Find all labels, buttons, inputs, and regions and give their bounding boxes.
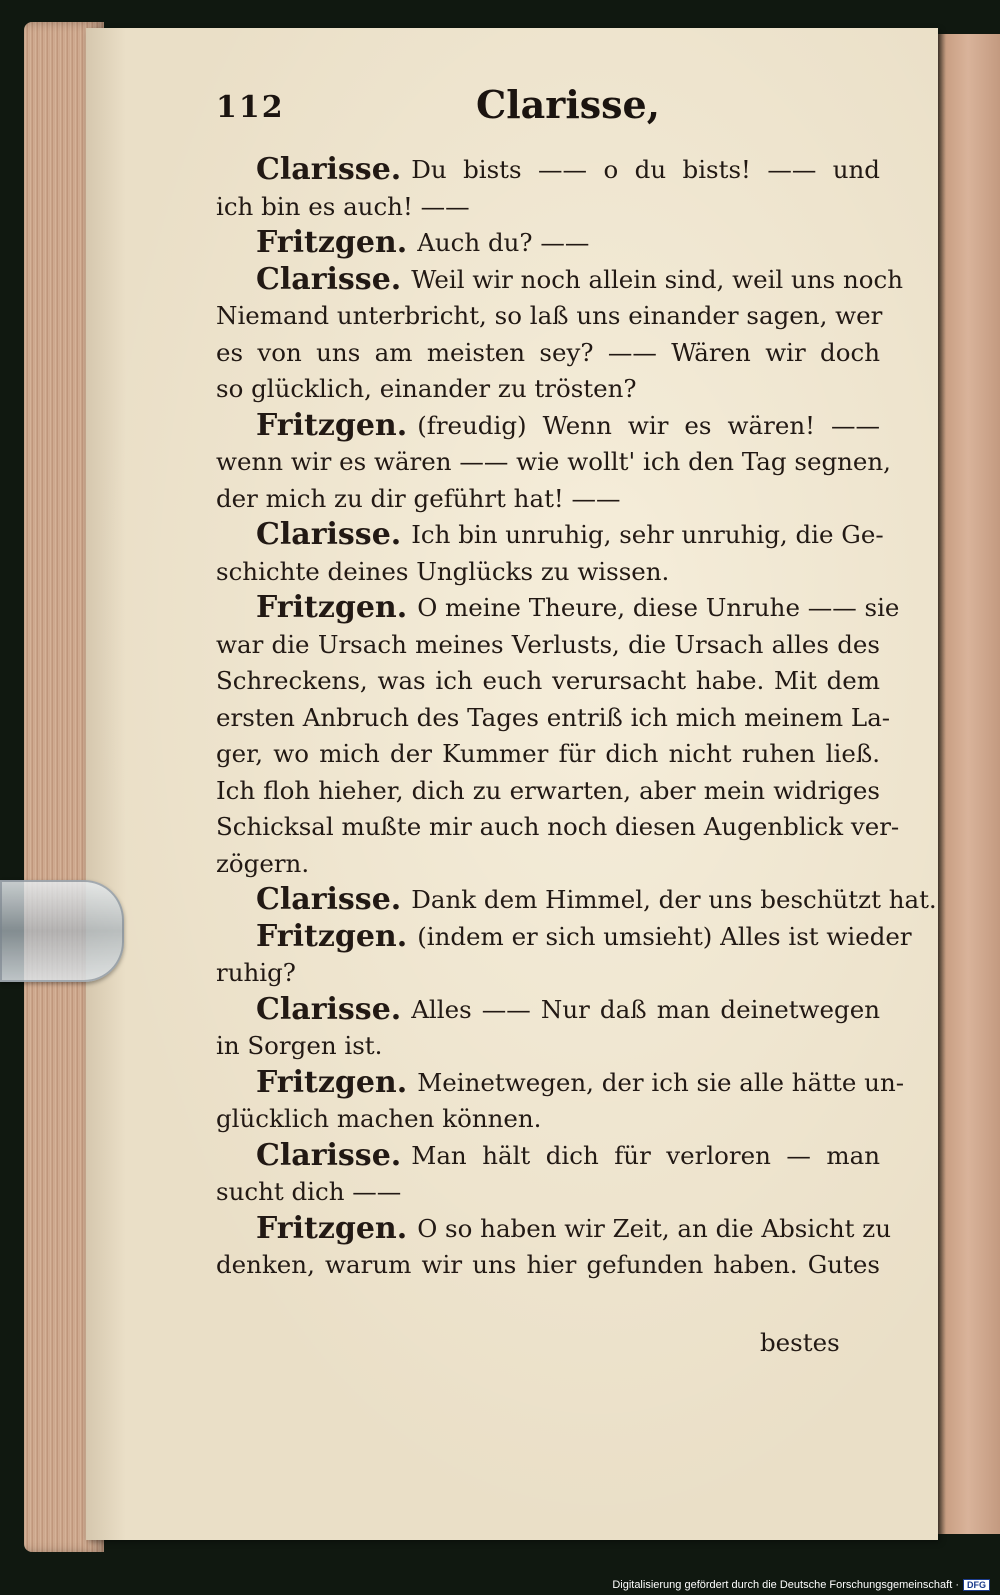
line-text: ersten Anbruch des Tages entriß ich mich meinem La- xyxy=(216,702,891,732)
line-text: O so haben wir Zeit, an die Absicht zu xyxy=(417,1213,891,1243)
text-line xyxy=(216,882,937,919)
line-text: Schreckens, was ich euch verursacht habe. Mit dem xyxy=(216,666,880,695)
line-text: schichte deines Unglücks zu wissen. xyxy=(216,556,670,586)
text-line xyxy=(216,1028,880,1065)
text-line xyxy=(216,189,880,226)
line-text: Weil wir noch allein sind, weil uns noch xyxy=(411,264,904,294)
speaker-name: Fritzgen. xyxy=(256,918,408,954)
text-line xyxy=(216,1210,891,1248)
text-line xyxy=(216,371,880,408)
line-text: der mich zu dir geführt hat! —— xyxy=(216,483,621,513)
line-text: war die Ursach meines Verlusts, die Ursach alles des xyxy=(216,629,880,659)
line-text: zögern. xyxy=(216,848,310,878)
text-line xyxy=(216,846,880,883)
text-line xyxy=(216,1064,905,1102)
line-text: wenn wir es wären —— wie wollt' ich den Tag segnen, xyxy=(216,447,891,476)
line-text: denken, warum wir uns hier gefunden haben. Gutes xyxy=(216,1250,880,1279)
speaker-name: Clarisse. xyxy=(256,517,402,552)
line-text: ger, wo mich der Kummer für dich nicht ruhen ließ. xyxy=(216,739,880,768)
text-line xyxy=(216,408,880,445)
text-line xyxy=(216,444,891,481)
page-clip xyxy=(0,880,124,982)
text-line xyxy=(216,261,904,299)
speaker-name: Clarisse. xyxy=(256,152,402,187)
speaker-name: Clarisse. xyxy=(256,261,402,297)
page-header xyxy=(216,82,876,142)
text-line xyxy=(216,1174,880,1211)
speaker-name: Clarisse. xyxy=(256,991,402,1027)
line-text: ich bin es auch! —— xyxy=(216,191,470,221)
line-text: Meinetwegen, der ich sie alle hätte un- xyxy=(417,1067,905,1097)
running-title: Clarisse, xyxy=(476,82,660,127)
line-text: O meine Theure, diese Unruhe —— sie xyxy=(417,593,900,622)
text-line xyxy=(216,225,880,262)
text-line xyxy=(216,918,912,956)
text-line xyxy=(216,152,880,189)
text-line xyxy=(216,554,880,591)
text-line xyxy=(216,773,880,810)
page-number: 112 xyxy=(216,90,285,125)
text-line xyxy=(216,700,891,737)
speaker-name: Fritzgen. xyxy=(256,225,408,260)
line-text: Schicksal mußte mir auch noch diesen Augenblick ver- xyxy=(216,812,900,841)
text-line xyxy=(216,627,880,664)
facing-page-edge xyxy=(938,34,1000,1534)
line-text: Niemand unterbricht, so laß uns einander sagen, wer xyxy=(216,301,883,330)
text-line xyxy=(216,517,884,554)
line-text: glücklich machen können. xyxy=(216,1104,542,1133)
line-text: ruhig? xyxy=(216,958,296,987)
line-text: es von uns am meisten sey? —— Wären wir doch xyxy=(216,337,880,367)
text-line xyxy=(216,298,883,335)
line-text: Man hält dich für verloren — man xyxy=(411,1140,880,1170)
line-text: Auch du? —— xyxy=(417,228,590,257)
credit-text: Digitalisierung gefördert durch die Deutsche Forschungsgemeinschaft · xyxy=(612,1579,959,1591)
speaker-name: Fritzgen. xyxy=(256,1064,408,1100)
line-text: Du bists —— o du bists! —— und xyxy=(411,155,880,184)
speaker-name: Clarisse. xyxy=(256,1137,402,1173)
dfg-logo: DFG xyxy=(963,1579,990,1591)
body-text xyxy=(216,152,937,1284)
line-text: in Sorgen ist. xyxy=(216,1031,383,1060)
text-line xyxy=(216,481,880,518)
speaker-name: Clarisse. xyxy=(256,882,402,917)
text-line xyxy=(216,992,880,1029)
speaker-name: Fritzgen. xyxy=(256,407,408,443)
line-text: Ich bin unruhig, sehr unruhig, die Ge- xyxy=(411,520,884,549)
text-line xyxy=(216,1247,880,1284)
text-line xyxy=(216,590,900,627)
text-line xyxy=(216,663,880,700)
line-text: so glücklich, einander zu trösten? xyxy=(216,374,637,403)
line-text: sucht dich —— xyxy=(216,1177,402,1206)
digitization-credit xyxy=(612,1579,990,1591)
line-text: Dank dem Himmel, der uns beschützt hat. xyxy=(411,885,937,914)
line-text: (indem er sich umsieht) Alles ist wieder xyxy=(417,921,912,951)
text-line xyxy=(216,1101,880,1138)
line-text: Alles —— Nur daß man deinetwegen xyxy=(411,994,880,1024)
text-line xyxy=(216,335,880,372)
catchword: bestes xyxy=(760,1328,840,1357)
text-line xyxy=(216,1138,880,1175)
text-line xyxy=(216,809,900,846)
text-line xyxy=(216,955,880,992)
text-line xyxy=(216,736,880,773)
line-text: Ich floh hieher, dich zu erwarten, aber mein widriges xyxy=(216,775,880,805)
speaker-name: Fritzgen. xyxy=(256,590,408,625)
line-text: (freudig) Wenn wir es wären! —— xyxy=(417,410,880,440)
speaker-name: Fritzgen. xyxy=(256,1210,408,1246)
